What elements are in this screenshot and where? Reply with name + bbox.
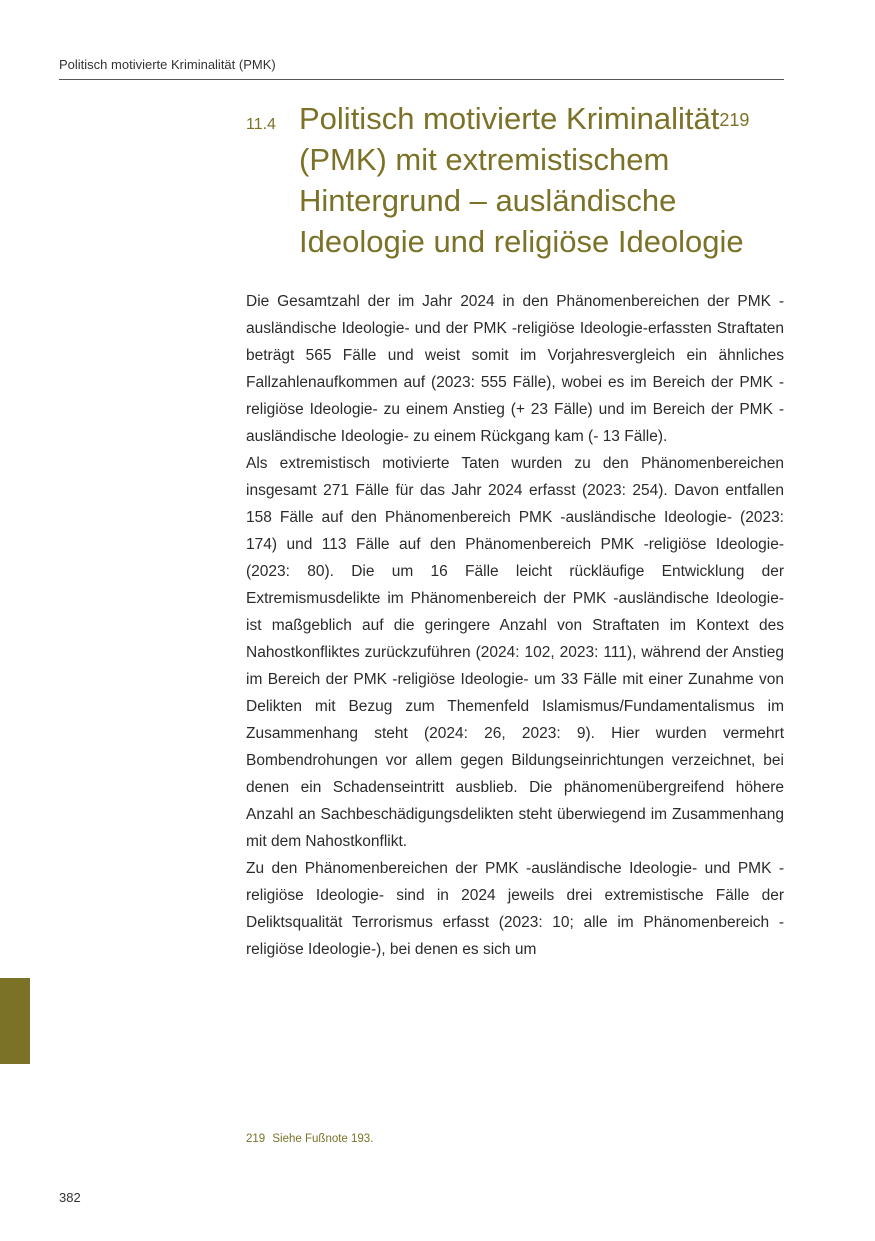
footnote-text: Siehe Fußnote 193. (272, 1133, 374, 1145)
chapter-side-tab (0, 978, 30, 1064)
section-title-main: Politisch motivierte Kriminalität (299, 101, 720, 136)
paragraph: Als extremistisch motivierte Taten wurden zu den Phänomenbereichen insgesamt 271 Fälle für das Jahr 2024 erfasst (2023: 254). Davon entfallen 158 Fälle auf den Phänomenbereich PMK -ausländische Ideologie- (2023: 174) und 113 Fälle auf den Phänomenbereich PMK -religiöse Ideologie- (2023: 80). Die um 16 Fälle leicht rückläufige Entwicklung der Extremismusdelikte im Phänomenbereich der PMK -ausländische Ideologie- ist maßgeblich auf die geringere Anzahl von Straftaten im Kontext des Nahostkonfliktes zurückzuführen (2024: 102, 2023: 111), während der Anstieg im Bereich der PMK -religiöse Ideologie- um 33 Fälle mit einer Zunahme von Delikten mit Bezug zum Themenfeld Islamismus/Fundamentalismus im Zusammenhang steht (2024: 26, 2023: 9). Hier wurden vermehrt Bombendrohungen vor allem gegen Bildungseinrichtungen verzeichnet, bei denen ein Schadenseintritt ausblieb. Die phänomenübergreifend höhere Anzahl an Sachbeschädigungsdelikten steht überwiegend im Zusammenhang mit dem Nahostkonflikt. (246, 455, 784, 850)
body-text (246, 288, 784, 963)
section-title-rest: (PMK) mit extremistischem Hintergrund – ausländische Ideologie und religiöse Ideologie (299, 142, 744, 259)
paragraph: Zu den Phänomenbereichen der PMK -ausländische Ideologie- und PMK -religiöse Ideologie- sind in 2024 jeweils drei extremistische Fälle der Deliktsqualität Terrorismus erfasst (2023: 10; alle im Phänomenbereich -religiöse Ideologie-), bei denen es sich um (246, 860, 784, 958)
footnote-reference[interactable]: 219 (719, 110, 750, 130)
footnote-number: 219 (246, 1133, 266, 1145)
section-title (299, 98, 789, 262)
section-number: 11.4 (246, 116, 276, 133)
page-number: 382 (59, 1190, 81, 1205)
footnote (246, 1133, 373, 1145)
paragraph: Die Gesamtzahl der im Jahr 2024 in den Phänomenbereichen der PMK -ausländische Ideologie- und der PMK -religiöse Ideologie-erfassten Straftaten beträgt 565 Fälle und weist somit im Vorjahresvergleich ein ähnliches Fallzahlenaufkommen auf (2023: 555 Fälle), wobei es im Bereich der PMK -religiöse Ideologie- zu einem Anstieg (+ 23 Fälle) und im Bereich der PMK -ausländische Ideologie- zu einem Rückgang kam (- 13 Fälle). (246, 293, 784, 445)
running-header: Politisch motivierte Kriminalität (PMK) (59, 57, 276, 72)
header-divider (59, 79, 784, 80)
